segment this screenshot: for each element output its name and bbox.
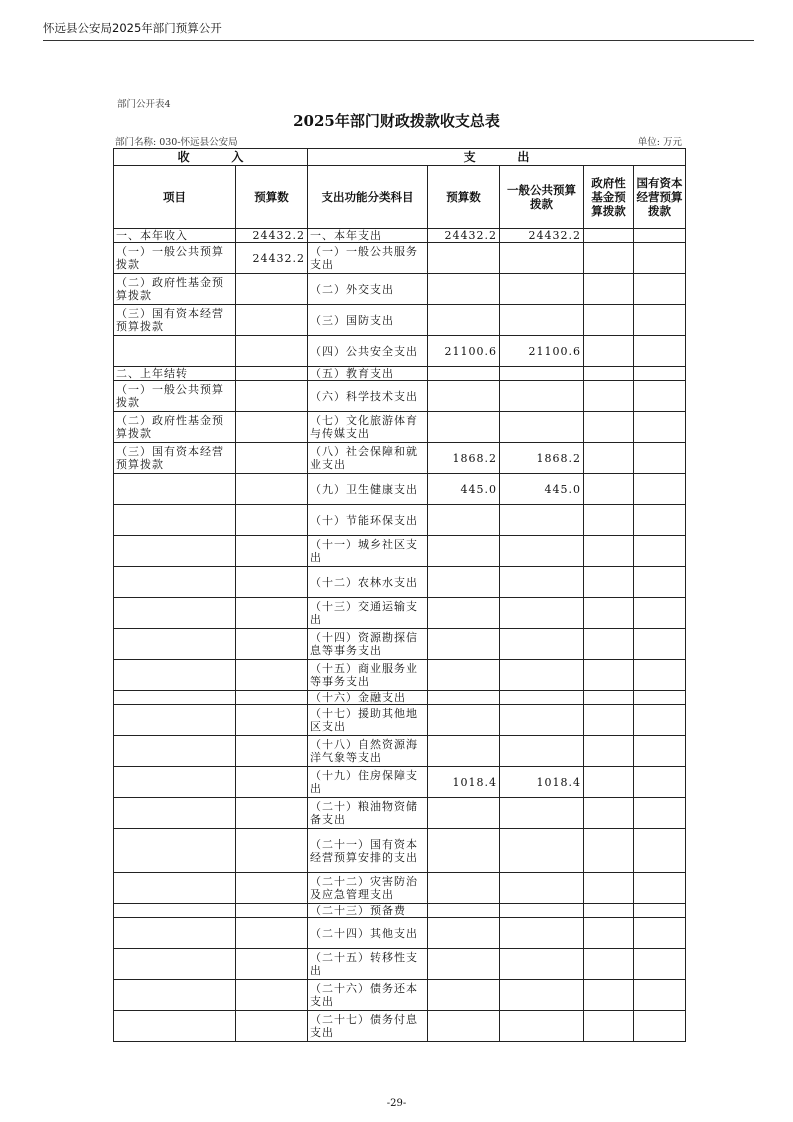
expense-item-cell: （二十二）灾害防治及应急管理支出 — [308, 873, 428, 904]
general-budget-cell — [500, 381, 584, 412]
income-amount-cell — [236, 443, 308, 474]
general-budget-cell — [500, 873, 584, 904]
expense-budget-cell — [428, 980, 500, 1011]
income-item-cell — [114, 660, 236, 691]
table-row — [114, 918, 686, 949]
state-capital-cell — [634, 705, 686, 736]
income-item-cell — [114, 904, 236, 918]
expense-budget-cell — [428, 949, 500, 980]
state-capital-cell — [634, 904, 686, 918]
income-amount-cell — [236, 691, 308, 705]
income-amount-cell — [236, 660, 308, 691]
income-amount-cell — [236, 505, 308, 536]
expense-budget-cell: 1018.4 — [428, 767, 500, 798]
income-item-cell: （一）一般公共预算拨款 — [114, 381, 236, 412]
expense-budget-cell — [428, 598, 500, 629]
state-capital-cell — [634, 873, 686, 904]
col-func-header: 支出功能分类科目 — [308, 166, 428, 229]
expense-budget-cell — [428, 873, 500, 904]
general-budget-cell — [500, 904, 584, 918]
income-item-cell — [114, 336, 236, 367]
expense-budget-cell — [428, 829, 500, 873]
income-amount-cell — [236, 949, 308, 980]
income-item-cell — [114, 767, 236, 798]
expense-budget-cell — [428, 798, 500, 829]
income-amount-cell — [236, 705, 308, 736]
expense-item-cell: （八）社会保障和就业支出 — [308, 443, 428, 474]
table-row — [114, 705, 686, 736]
income-item-cell — [114, 798, 236, 829]
expense-budget-cell — [428, 1011, 500, 1042]
page-title: 2025年部门财政拨款收支总表 — [293, 112, 500, 130]
income-item-cell: （一）一般公共预算拨款 — [114, 243, 236, 274]
income-item-cell — [114, 1011, 236, 1042]
expense-item-cell: （十七）援助其他地区支出 — [308, 705, 428, 736]
income-group-header: 收 入 — [114, 149, 308, 166]
income-amount-cell — [236, 918, 308, 949]
table-row — [114, 691, 686, 705]
income-amount-cell — [236, 536, 308, 567]
general-budget-cell — [500, 367, 584, 381]
expense-item-cell: （五）教育支出 — [308, 367, 428, 381]
state-capital-cell — [634, 412, 686, 443]
gov-fund-cell — [584, 980, 634, 1011]
gov-fund-cell — [584, 904, 634, 918]
expense-budget-cell — [428, 367, 500, 381]
expense-budget-cell — [428, 660, 500, 691]
expense-item-cell: （四）公共安全支出 — [308, 336, 428, 367]
income-amount-cell: 24432.2 — [236, 243, 308, 274]
gov-fund-cell — [584, 598, 634, 629]
state-capital-cell — [634, 598, 686, 629]
gov-fund-cell — [584, 798, 634, 829]
table-row — [114, 505, 686, 536]
gov-fund-cell — [584, 443, 634, 474]
state-capital-cell — [634, 798, 686, 829]
table-row — [114, 381, 686, 412]
state-capital-cell — [634, 567, 686, 598]
expense-item-cell: （二十七）债务付息支出 — [308, 1011, 428, 1042]
gov-fund-cell — [584, 918, 634, 949]
income-amount-cell — [236, 829, 308, 873]
expense-budget-cell — [428, 505, 500, 536]
income-amount-cell — [236, 305, 308, 336]
state-capital-cell — [634, 336, 686, 367]
table-row — [114, 412, 686, 443]
general-budget-cell — [500, 1011, 584, 1042]
gov-fund-cell — [584, 229, 634, 243]
table-body — [114, 229, 686, 1042]
table-row — [114, 229, 686, 243]
income-amount-cell — [236, 767, 308, 798]
gov-fund-cell — [584, 767, 634, 798]
state-capital-cell — [634, 949, 686, 980]
general-budget-cell — [500, 629, 584, 660]
expense-budget-cell — [428, 918, 500, 949]
general-budget-cell — [500, 949, 584, 980]
expense-item-cell: （十九）住房保障支出 — [308, 767, 428, 798]
income-item-cell — [114, 691, 236, 705]
state-capital-cell — [634, 691, 686, 705]
col-state-capital-header: 国有资本经营预算拨款 — [634, 166, 686, 229]
expense-item-cell: （二十四）其他支出 — [308, 918, 428, 949]
col-budget2-header: 预算数 — [428, 166, 500, 229]
expense-item-cell: （二十三）预备费 — [308, 904, 428, 918]
col-budget-header: 预算数 — [236, 166, 308, 229]
gov-fund-cell — [584, 305, 634, 336]
income-amount-cell — [236, 904, 308, 918]
general-budget-cell: 24432.2 — [500, 229, 584, 243]
income-item-cell — [114, 567, 236, 598]
gov-fund-cell — [584, 629, 634, 660]
state-capital-cell — [634, 829, 686, 873]
state-capital-cell — [634, 736, 686, 767]
income-item-cell: （二）政府性基金预算拨款 — [114, 274, 236, 305]
general-budget-cell: 1868.2 — [500, 443, 584, 474]
state-capital-cell — [634, 660, 686, 691]
table-row — [114, 243, 686, 274]
table-row — [114, 274, 686, 305]
table-row — [114, 443, 686, 474]
general-budget-cell — [500, 705, 584, 736]
general-budget-cell — [500, 536, 584, 567]
income-amount-cell — [236, 873, 308, 904]
income-item-cell — [114, 949, 236, 980]
expense-budget-cell — [428, 567, 500, 598]
expense-item-cell: （二十）粮油物资储备支出 — [308, 798, 428, 829]
gov-fund-cell — [584, 412, 634, 443]
income-item-cell — [114, 980, 236, 1011]
gov-fund-cell — [584, 949, 634, 980]
table-row — [114, 873, 686, 904]
group-header-row — [114, 149, 686, 166]
state-capital-cell — [634, 980, 686, 1011]
general-budget-cell — [500, 305, 584, 336]
col-gov-fund-header: 政府性基金预算拨款 — [584, 166, 634, 229]
income-item-cell: （二）政府性基金预算拨款 — [114, 412, 236, 443]
expense-item-cell: （二十六）债务还本支出 — [308, 980, 428, 1011]
general-budget-cell — [500, 798, 584, 829]
gov-fund-cell — [584, 274, 634, 305]
general-budget-cell — [500, 412, 584, 443]
general-budget-cell — [500, 243, 584, 274]
income-amount-cell — [236, 412, 308, 443]
income-amount-cell — [236, 980, 308, 1011]
table-row — [114, 1011, 686, 1042]
general-budget-cell — [500, 736, 584, 767]
income-amount-cell — [236, 798, 308, 829]
expense-group-header: 支 出 — [308, 149, 686, 166]
income-item-cell — [114, 536, 236, 567]
table-row — [114, 536, 686, 567]
expense-item-cell: （一）一般公共服务支出 — [308, 243, 428, 274]
header-divider — [43, 40, 754, 41]
gov-fund-cell — [584, 367, 634, 381]
col-item-header: 项目 — [114, 166, 236, 229]
state-capital-cell — [634, 918, 686, 949]
state-capital-cell — [634, 274, 686, 305]
state-capital-cell — [634, 367, 686, 381]
state-capital-cell — [634, 381, 686, 412]
expense-item-cell: （十六）金融支出 — [308, 691, 428, 705]
gov-fund-cell — [584, 536, 634, 567]
state-capital-cell — [634, 1011, 686, 1042]
department-name: 部门名称: 030-怀远县公安局 — [115, 137, 238, 148]
col-general-header: 一般公共预算拨款 — [500, 166, 584, 229]
general-budget-cell — [500, 505, 584, 536]
income-item-cell — [114, 918, 236, 949]
expense-budget-cell — [428, 305, 500, 336]
expense-budget-cell: 24432.2 — [428, 229, 500, 243]
income-amount-cell — [236, 598, 308, 629]
gov-fund-cell — [584, 381, 634, 412]
income-amount-cell — [236, 736, 308, 767]
state-capital-cell — [634, 767, 686, 798]
expense-item-cell: （六）科学技术支出 — [308, 381, 428, 412]
expense-budget-cell — [428, 629, 500, 660]
table-row — [114, 829, 686, 873]
gov-fund-cell — [584, 474, 634, 505]
expense-item-cell: （十八）自然资源海洋气象等支出 — [308, 736, 428, 767]
table-row — [114, 980, 686, 1011]
gov-fund-cell — [584, 505, 634, 536]
expense-budget-cell — [428, 274, 500, 305]
income-item-cell: （三）国有资本经营预算拨款 — [114, 443, 236, 474]
expense-budget-cell: 1868.2 — [428, 443, 500, 474]
gov-fund-cell — [584, 873, 634, 904]
income-amount-cell — [236, 1011, 308, 1042]
general-budget-cell — [500, 980, 584, 1011]
expense-item-cell: （十）节能环保支出 — [308, 505, 428, 536]
expense-item-cell: 一、本年支出 — [308, 229, 428, 243]
general-budget-cell — [500, 274, 584, 305]
table-row — [114, 736, 686, 767]
income-amount-cell — [236, 629, 308, 660]
expense-item-cell: （十一）城乡社区支出 — [308, 536, 428, 567]
income-amount-cell — [236, 336, 308, 367]
income-amount-cell — [236, 567, 308, 598]
table-row — [114, 336, 686, 367]
gov-fund-cell — [584, 705, 634, 736]
gov-fund-cell — [584, 567, 634, 598]
expense-item-cell: （十四）资源勘探信息等事务支出 — [308, 629, 428, 660]
income-item-cell — [114, 629, 236, 660]
income-item-cell: （三）国有资本经营预算拨款 — [114, 305, 236, 336]
income-item-cell — [114, 705, 236, 736]
unit-label: 单位: 万元 — [637, 137, 682, 148]
general-budget-cell — [500, 567, 584, 598]
gov-fund-cell — [584, 243, 634, 274]
expense-item-cell: （十五）商业服务业等事务支出 — [308, 660, 428, 691]
state-capital-cell — [634, 305, 686, 336]
income-item-cell — [114, 598, 236, 629]
table-row — [114, 629, 686, 660]
income-amount-cell — [236, 274, 308, 305]
expense-budget-cell — [428, 705, 500, 736]
expense-budget-cell: 445.0 — [428, 474, 500, 505]
table-row — [114, 767, 686, 798]
state-capital-cell — [634, 629, 686, 660]
table-row — [114, 660, 686, 691]
gov-fund-cell — [584, 336, 634, 367]
budget-summary-table — [113, 148, 686, 1042]
table-row — [114, 798, 686, 829]
expense-budget-cell: 21100.6 — [428, 336, 500, 367]
table-row — [114, 598, 686, 629]
state-capital-cell — [634, 474, 686, 505]
expense-item-cell: （九）卫生健康支出 — [308, 474, 428, 505]
general-budget-cell: 1018.4 — [500, 767, 584, 798]
page-number: -29- — [386, 1098, 407, 1109]
expense-item-cell: （十三）交通运输支出 — [308, 598, 428, 629]
table-row — [114, 474, 686, 505]
expense-budget-cell — [428, 412, 500, 443]
table-row — [114, 567, 686, 598]
general-budget-cell — [500, 598, 584, 629]
income-item-cell — [114, 505, 236, 536]
table-row — [114, 949, 686, 980]
column-header-row — [114, 166, 686, 229]
income-item-cell: 一、本年收入 — [114, 229, 236, 243]
table-row — [114, 904, 686, 918]
income-item-cell — [114, 873, 236, 904]
general-budget-cell — [500, 829, 584, 873]
state-capital-cell — [634, 243, 686, 274]
expense-item-cell: （二十五）转移性支出 — [308, 949, 428, 980]
expense-budget-cell — [428, 536, 500, 567]
income-item-cell — [114, 829, 236, 873]
income-amount-cell — [236, 367, 308, 381]
gov-fund-cell — [584, 736, 634, 767]
general-budget-cell: 21100.6 — [500, 336, 584, 367]
expense-budget-cell — [428, 691, 500, 705]
expense-budget-cell — [428, 243, 500, 274]
table-row — [114, 367, 686, 381]
general-budget-cell — [500, 691, 584, 705]
general-budget-cell — [500, 660, 584, 691]
income-item-cell: 二、上年结转 — [114, 367, 236, 381]
expense-item-cell: （二十一）国有资本经营预算安排的支出 — [308, 829, 428, 873]
income-amount-cell — [236, 474, 308, 505]
general-budget-cell: 445.0 — [500, 474, 584, 505]
income-amount-cell: 24432.2 — [236, 229, 308, 243]
gov-fund-cell — [584, 829, 634, 873]
state-capital-cell — [634, 443, 686, 474]
general-budget-cell — [500, 918, 584, 949]
gov-fund-cell — [584, 1011, 634, 1042]
expense-item-cell: （二）外交支出 — [308, 274, 428, 305]
state-capital-cell — [634, 536, 686, 567]
income-amount-cell — [236, 381, 308, 412]
expense-budget-cell — [428, 736, 500, 767]
income-item-cell — [114, 474, 236, 505]
income-item-cell — [114, 736, 236, 767]
expense-item-cell: （七）文化旅游体育与传媒支出 — [308, 412, 428, 443]
gov-fund-cell — [584, 691, 634, 705]
expense-item-cell: （十二）农林水支出 — [308, 567, 428, 598]
state-capital-cell — [634, 505, 686, 536]
gov-fund-cell — [584, 660, 634, 691]
state-capital-cell — [634, 229, 686, 243]
expense-budget-cell — [428, 381, 500, 412]
page-header: 怀远县公安局2025年部门预算公开 — [43, 21, 222, 35]
table-number: 部门公开表4 — [117, 99, 171, 110]
expense-budget-cell — [428, 904, 500, 918]
expense-item-cell: （三）国防支出 — [308, 305, 428, 336]
table-row — [114, 305, 686, 336]
